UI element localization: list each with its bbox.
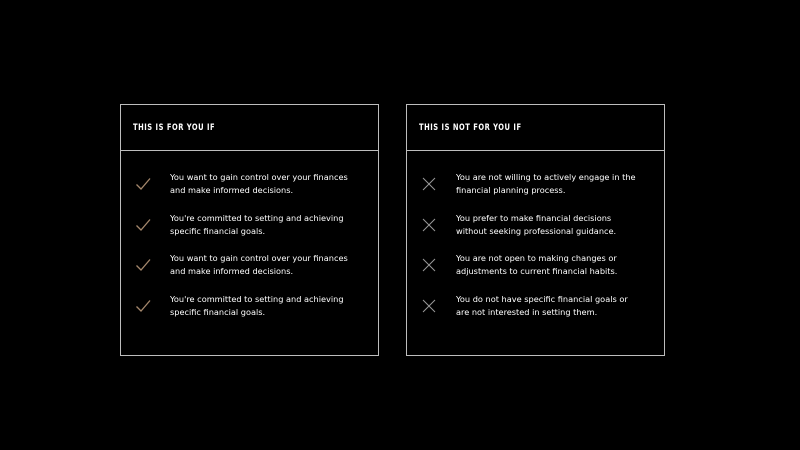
cross-icon (421, 176, 437, 192)
list-item (121, 171, 378, 212)
list-item-line: financial planning process. (456, 185, 566, 195)
cross-icon (421, 257, 437, 273)
list-item-line: You want to gain control over your finances (170, 253, 348, 263)
not-for-you-card (406, 104, 665, 356)
list-item-line: and make informed decisions. (170, 185, 294, 195)
list-item-line: You are not willing to actively engage in the (456, 172, 636, 182)
list-item (121, 252, 378, 293)
list-item-line: You prefer to make financial decisions (456, 212, 612, 223)
check-icon (135, 257, 151, 273)
list-item-line: specific financial goals. (170, 306, 266, 317)
not-for-you-card-header (407, 105, 664, 151)
list-item (407, 212, 664, 253)
list-item-line: and make informed decisions. (170, 266, 294, 276)
list-item-line: You want to gain control over your finances (170, 172, 348, 182)
list-item-line: adjustments to current financial habits. (456, 266, 618, 276)
list-item-line: You're committed to setting and achieving (170, 212, 344, 223)
list-item-text (170, 171, 370, 197)
list-item-line: without seeking professional guidance. (456, 225, 617, 236)
check-icon (135, 217, 151, 233)
list-item-text (456, 293, 656, 319)
not-for-you-title: THIS IS NOT FOR YOU IF (419, 122, 522, 133)
cross-icon (421, 298, 437, 314)
list-item-line: specific financial goals. (170, 225, 266, 236)
list-item-line: You're committed to setting and achieving (170, 293, 344, 304)
list-item-line: You are not open to making changes or (456, 253, 617, 263)
list-item (407, 171, 664, 212)
cross-icon (421, 217, 437, 233)
list-item-text (170, 212, 370, 238)
list-item-line: are not interested in setting them. (456, 306, 598, 317)
for-you-card-header (121, 105, 378, 151)
list-item-text (170, 293, 370, 319)
for-you-list (121, 151, 378, 333)
for-you-card (120, 104, 379, 356)
list-item (407, 293, 664, 334)
check-icon (135, 298, 151, 314)
list-item-text (456, 171, 656, 197)
list-item-text (170, 252, 370, 278)
list-item (121, 212, 378, 253)
list-item-line: You do not have specific financial goals or (456, 293, 628, 304)
list-item (407, 252, 664, 293)
list-item-text (456, 252, 656, 278)
for-you-title: THIS IS FOR YOU IF (133, 122, 216, 133)
list-item-text (456, 212, 656, 238)
list-item (121, 293, 378, 334)
not-for-you-list (407, 151, 664, 333)
check-icon (135, 176, 151, 192)
